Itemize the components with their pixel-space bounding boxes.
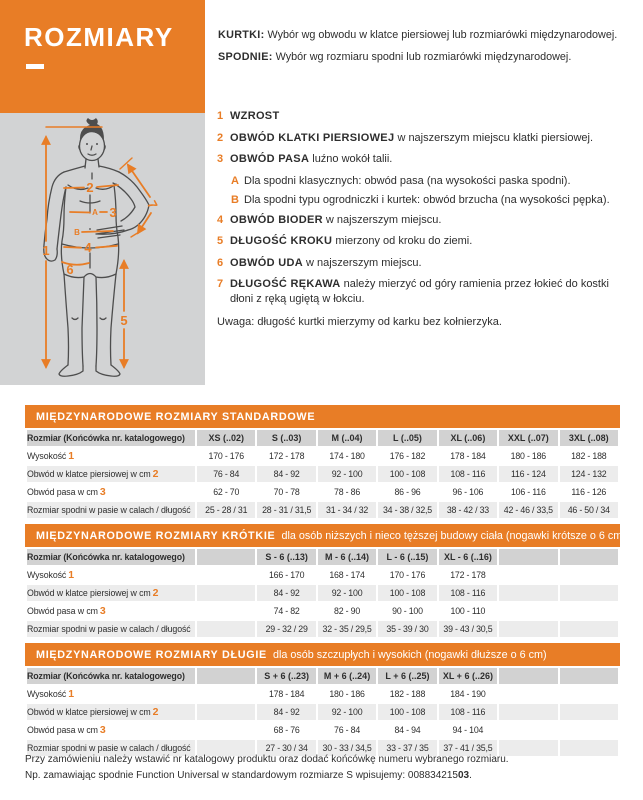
row-label: Obwód pasa w cm 3 xyxy=(27,603,195,619)
size-cell: 28 - 31 / 31,5 xyxy=(257,502,315,518)
list-item-2 xyxy=(217,131,635,146)
size-cell xyxy=(197,603,255,619)
row-label-number: 1 xyxy=(68,450,74,462)
size-cell: 96 - 106 xyxy=(439,484,497,500)
size-cell: 84 - 92 xyxy=(257,704,315,720)
subitem-text: Dla spodni typu ogrodniczki i kurtek: obwód brzucha (na wysokości pępka). xyxy=(244,194,610,206)
row-label: Wysokość 1 xyxy=(27,448,195,464)
item-number: 6 xyxy=(217,256,224,269)
measurement-note: Uwaga: długość kurtki mierzymy od karku bez kołnierzyka. xyxy=(217,316,502,328)
size-cell: 106 - 116 xyxy=(499,484,557,500)
size-cell: 84 - 94 xyxy=(378,722,436,738)
size-cell: 30 - 33 / 34,5 xyxy=(318,740,376,756)
size-cell: 92 - 100 xyxy=(318,466,376,482)
size-cell xyxy=(560,740,618,756)
size-cell: 184 - 190 xyxy=(439,686,497,702)
size-cell: 100 - 108 xyxy=(378,585,436,601)
row-label-number: 1 xyxy=(68,688,74,700)
size-cell xyxy=(197,621,255,637)
size-table-short xyxy=(25,524,626,639)
figure-marker-7: 7 xyxy=(144,198,161,212)
size-cell: 100 - 108 xyxy=(378,466,436,482)
table-row xyxy=(27,704,618,720)
list-item-5 xyxy=(217,234,635,249)
size-cell xyxy=(560,704,618,720)
item-number: 5 xyxy=(217,235,224,247)
list-subitem-A xyxy=(231,174,635,189)
size-cell: 74 - 82 xyxy=(257,603,315,619)
size-cell: 46 - 50 / 34 xyxy=(560,502,618,518)
size-cell: 84 - 92 xyxy=(257,466,315,482)
column-header xyxy=(499,549,557,565)
table-subtitle: dla osób szczupłych i wysokich (nogawki dłuższe o 6 cm) xyxy=(272,648,547,661)
row-label-number: 1 xyxy=(68,569,74,581)
measure-labels xyxy=(42,180,160,328)
column-header: XXL (..07) xyxy=(499,430,557,446)
size-cell: 116 - 124 xyxy=(499,466,557,482)
measurement-list xyxy=(217,109,635,330)
list-subitem-B xyxy=(231,193,635,208)
intro-line-jackets xyxy=(218,24,617,46)
size-cell: 178 - 184 xyxy=(439,448,497,464)
size-cell: 94 - 104 xyxy=(439,722,497,738)
size-cell: 86 - 96 xyxy=(378,484,436,500)
size-cell: 31 - 34 / 32 xyxy=(318,502,376,518)
intro-line-trousers xyxy=(218,46,617,68)
item-desc: w najszerszym miejscu klatki piersiowej. xyxy=(397,131,594,144)
row-label-header: Rozmiar (Końcówka nr. katalogowego) xyxy=(27,430,195,446)
row-label-number: 3 xyxy=(99,486,106,498)
size-cell: 100 - 108 xyxy=(378,704,436,720)
size-cell: 90 - 100 xyxy=(378,603,436,619)
size-cell xyxy=(499,585,557,601)
size-cell: 68 - 76 xyxy=(257,722,315,738)
size-cell: 33 - 37 / 35 xyxy=(378,740,436,756)
item-number: 1 xyxy=(217,110,224,122)
table-row xyxy=(27,603,618,619)
size-cell: 25 - 28 / 31 xyxy=(197,502,255,518)
figure-marker-5: 5 xyxy=(120,313,128,328)
size-cell: 170 - 176 xyxy=(197,448,255,464)
column-header xyxy=(499,668,557,684)
subitem-letter: B xyxy=(231,194,239,206)
size-cell: 35 - 39 / 30 xyxy=(378,621,436,637)
size-cell: 172 - 178 xyxy=(257,448,315,464)
size-cell: 62 - 70 xyxy=(197,484,255,500)
column-header: S - 6 (..13) xyxy=(257,549,315,565)
size-cell: 108 - 116 xyxy=(439,466,497,482)
column-header xyxy=(560,549,618,565)
column-header: XL - 6 (..16) xyxy=(439,549,497,565)
size-cell xyxy=(499,722,557,738)
intro-notes xyxy=(218,24,617,68)
list-item-6 xyxy=(217,256,635,271)
row-label-number: 2 xyxy=(152,468,159,480)
table-row xyxy=(27,621,618,637)
item-number: 3 xyxy=(217,153,224,165)
figure-panel xyxy=(0,113,205,385)
size-cell xyxy=(499,621,557,637)
size-cell xyxy=(499,567,557,583)
size-cell: 82 - 90 xyxy=(318,603,376,619)
size-cell: 92 - 100 xyxy=(318,585,376,601)
size-cell xyxy=(197,722,255,738)
item-term: WZROST xyxy=(230,110,280,122)
item-desc: należy mierzyć od góry ramienia przez łokieć do kostki dłoni z ręką ugiętą w łokciu. xyxy=(230,278,609,305)
size-cell: 70 - 78 xyxy=(257,484,315,500)
column-header: M - 6 (..14) xyxy=(318,549,376,565)
table-row xyxy=(27,502,618,518)
figure-marker-2: 2 xyxy=(86,180,94,195)
row-label-number: 3 xyxy=(99,724,106,736)
figure-marker-1: 1 xyxy=(42,243,50,258)
size-cell xyxy=(560,722,618,738)
table-row xyxy=(27,448,618,464)
size-cell xyxy=(197,567,255,583)
size-cell: 172 - 178 xyxy=(439,567,497,583)
column-header: M (..04) xyxy=(318,430,376,446)
list-item-7 xyxy=(217,277,635,306)
size-cell: 168 - 174 xyxy=(318,567,376,583)
item-number: 4 xyxy=(217,213,224,226)
size-cell xyxy=(560,621,618,637)
size-cell: 34 - 38 / 32,5 xyxy=(378,502,436,518)
size-cell: 39 - 43 / 30,5 xyxy=(439,621,497,637)
table-row xyxy=(27,484,618,500)
item-number: 2 xyxy=(217,131,224,144)
size-cell xyxy=(499,686,557,702)
intro-label: SPODNIE: xyxy=(218,51,273,63)
size-cell: 37 - 41 / 35,5 xyxy=(439,740,497,756)
item-desc: luźno wokół talii. xyxy=(312,153,393,165)
table-row xyxy=(27,686,618,702)
size-cell: 27 - 30 / 34 xyxy=(257,740,315,756)
column-header: XS (..02) xyxy=(197,430,255,446)
item-desc: w najszerszym miejscu. xyxy=(325,213,442,226)
list-item-1 xyxy=(217,109,635,124)
table-row xyxy=(27,466,618,482)
size-cell: 32 - 35 / 29,5 xyxy=(318,621,376,637)
table-row xyxy=(27,585,618,601)
figure-marker-4: 4 xyxy=(84,240,92,255)
column-header xyxy=(197,668,255,684)
standard-sizes-table xyxy=(25,428,620,520)
column-header xyxy=(560,668,618,684)
size-cell: 180 - 186 xyxy=(318,686,376,702)
subitem-text: Dla spodni klasycznych: obwód pasa (na wysokości paska spodni). xyxy=(244,174,571,187)
row-label-number: 2 xyxy=(152,587,159,599)
column-header: S (..03) xyxy=(257,430,315,446)
size-tables xyxy=(25,405,626,762)
size-cell: 174 - 180 xyxy=(318,448,376,464)
size-cell: 84 - 92 xyxy=(257,585,315,601)
size-cell: 108 - 116 xyxy=(439,704,497,720)
row-label: Rozmiar spodni w pasie w calach / długość xyxy=(27,621,195,637)
column-header: S + 6 (..23) xyxy=(257,668,315,684)
size-cell: 170 - 176 xyxy=(378,567,436,583)
size-cell xyxy=(499,603,557,619)
size-cell xyxy=(560,567,618,583)
size-cell: 78 - 86 xyxy=(318,484,376,500)
footer-notes xyxy=(25,752,509,783)
intro-text: Wybór wg obwodu w klatce piersiowej lub rozmiarówki międzynarodowej. xyxy=(267,29,618,41)
table-title: MIĘDZYNARODOWE ROZMIARY DŁUGIE xyxy=(36,648,267,661)
item-term: DŁUGOŚĆ RĘKAWA xyxy=(230,278,341,290)
row-label: Obwód w klatce piersiowej w cm 2 xyxy=(27,466,195,482)
long-sizes-table xyxy=(25,666,620,758)
item-desc: w najszerszym miejscu. xyxy=(306,256,422,269)
size-cell: 182 - 188 xyxy=(378,686,436,702)
row-label: Rozmiar spodni w pasie w calach / długość xyxy=(27,740,195,756)
column-header: XL + 6 (..26) xyxy=(439,668,497,684)
row-label: Wysokość 1 xyxy=(27,567,195,583)
column-header: XL (..06) xyxy=(439,430,497,446)
size-cell xyxy=(499,704,557,720)
item-term: OBWÓD UDA xyxy=(230,256,303,269)
size-cell: 166 - 170 xyxy=(257,567,315,583)
footer-note-1: Przy zamówieniu należy wstawić nr katalogowy produktu oraz dodać końcówkę numeru wybranego rozmiaru. xyxy=(25,754,509,765)
footer-note-2: Np. zamawiając spodnie Function Universal w standardowym rozmiarze S wpisujemy: 00883421503. xyxy=(25,769,472,781)
row-label: Obwód w klatce piersiowej w cm 2 xyxy=(27,585,195,601)
table-title-bar xyxy=(25,405,620,428)
size-cell: 116 - 126 xyxy=(560,484,618,500)
brand-box xyxy=(0,0,205,113)
column-header: L (..05) xyxy=(378,430,436,446)
row-label: Obwód w klatce piersiowej w cm 2 xyxy=(27,704,195,720)
size-cell: 180 - 186 xyxy=(499,448,557,464)
list-item-4 xyxy=(217,213,635,228)
size-cell xyxy=(560,603,618,619)
item-number: 7 xyxy=(217,278,224,290)
size-table-standard xyxy=(25,405,620,520)
size-cell: 42 - 46 / 33,5 xyxy=(499,502,557,518)
table-row xyxy=(27,567,618,583)
column-header: 3XL (..08) xyxy=(560,430,618,446)
figure-marker-6: 6 xyxy=(66,262,74,277)
table-subtitle: dla osób niższych i nieco tęższej budowy ciała (nogawki krótsze o 6 cm) xyxy=(281,529,626,542)
subitem-letter: A xyxy=(231,174,239,187)
column-header xyxy=(197,549,255,565)
figure-marker-B: B xyxy=(74,228,80,237)
column-header: L + 6 (..25) xyxy=(378,668,436,684)
table-title: MIĘDZYNARODOWE ROZMIARY KRÓTKIE xyxy=(36,529,276,542)
size-cell: 76 - 84 xyxy=(318,722,376,738)
row-label-header: Rozmiar (Końcówka nr. katalogowego) xyxy=(27,549,195,565)
row-label-number: 2 xyxy=(152,706,159,718)
page-title: ROZMIARY xyxy=(24,22,174,52)
column-header: M + 6 (..24) xyxy=(318,668,376,684)
body-measure-illustration xyxy=(0,113,205,385)
item-term: OBWÓD BIODER xyxy=(230,213,323,226)
size-table-long xyxy=(25,643,620,758)
table-title-bar xyxy=(25,643,620,666)
short-sizes-table xyxy=(25,547,620,639)
size-cell xyxy=(197,686,255,702)
figure-marker-3: 3 xyxy=(109,205,117,220)
size-cell: 182 - 188 xyxy=(560,448,618,464)
item-term: OBWÓD PASA xyxy=(230,153,310,165)
item-desc: mierzony od kroku do ziemi. xyxy=(335,235,473,247)
row-label: Wysokość 1 xyxy=(27,686,195,702)
size-cell: 92 - 100 xyxy=(318,704,376,720)
intro-label: KURTKI: xyxy=(218,29,265,41)
size-cell: 76 - 84 xyxy=(197,466,255,482)
table-row xyxy=(27,722,618,738)
row-label-header: Rozmiar (Końcówka nr. katalogowego) xyxy=(27,668,195,684)
row-label-number: 3 xyxy=(99,605,106,617)
row-label: Obwód pasa w cm 3 xyxy=(27,722,195,738)
figure-marker-A: A xyxy=(92,208,98,217)
size-cell xyxy=(560,585,618,601)
size-cell xyxy=(197,585,255,601)
row-label: Obwód pasa w cm 3 xyxy=(27,484,195,500)
table-title: MIĘDZYNARODOWE ROZMIARY STANDARDOWE xyxy=(36,410,316,423)
size-cell: 124 - 132 xyxy=(560,466,618,482)
size-cell: 178 - 184 xyxy=(257,686,315,702)
item-term: DŁUGOŚĆ KROKU xyxy=(230,235,333,247)
size-cell xyxy=(197,704,255,720)
table-title-bar xyxy=(25,524,626,547)
title-underline xyxy=(26,64,44,69)
size-cell: 100 - 110 xyxy=(439,603,497,619)
size-cell: 108 - 116 xyxy=(439,585,497,601)
size-cell: 38 - 42 / 33 xyxy=(439,502,497,518)
intro-text: Wybór wg rozmiaru spodni lub rozmiarówki międzynarodowej. xyxy=(275,51,572,63)
size-cell: 176 - 182 xyxy=(378,448,436,464)
size-cell: 29 - 32 / 29 xyxy=(257,621,315,637)
size-cell xyxy=(560,686,618,702)
item-term: OBWÓD KLATKI PIERSIOWEJ xyxy=(230,131,395,144)
list-item-3 xyxy=(217,152,635,167)
column-header: L - 6 (..15) xyxy=(378,549,436,565)
row-label: Rozmiar spodni w pasie w calach / długość xyxy=(27,502,195,518)
